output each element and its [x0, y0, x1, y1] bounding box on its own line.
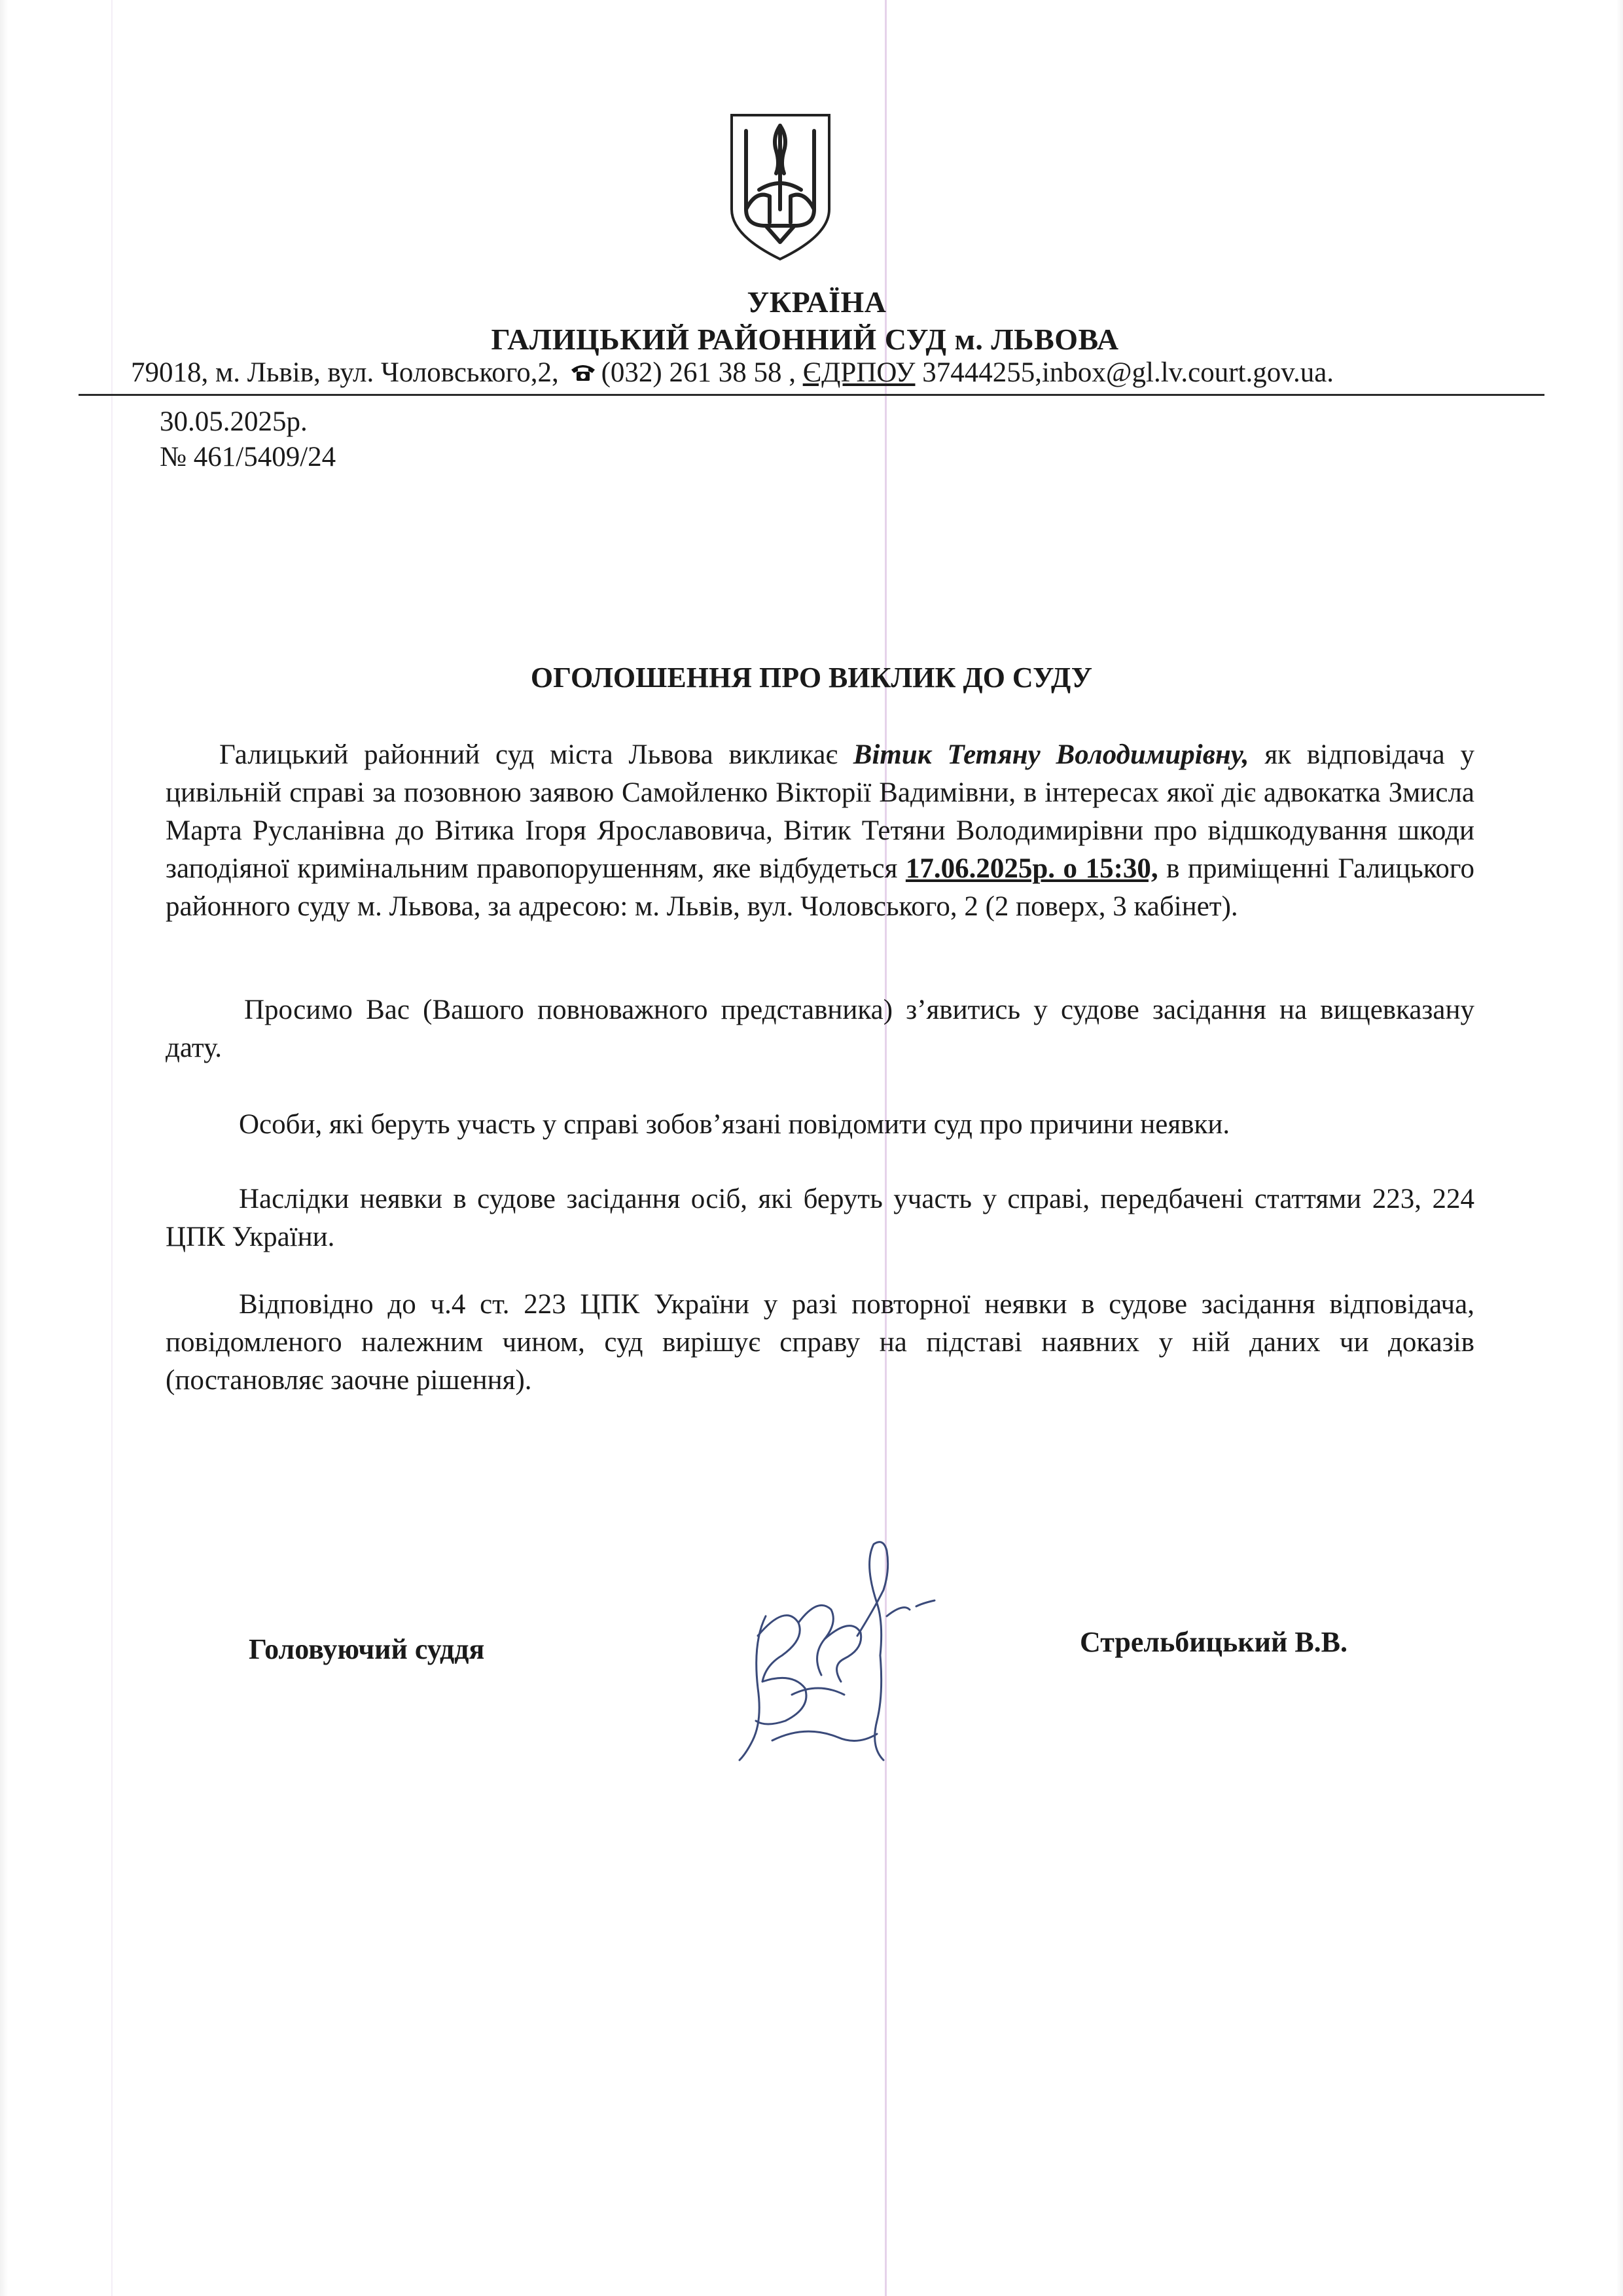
- scan-edge: [1616, 0, 1623, 2296]
- header-country: УКРАЇНА: [747, 285, 887, 319]
- judge-name: Стрельбицький В.В.: [1080, 1626, 1348, 1658]
- edrpou-label: ЄДРПОУ: [802, 357, 916, 388]
- paragraph-request: [166, 991, 1474, 1067]
- telephone-icon: [569, 362, 597, 383]
- presiding-judge-label: Головуючий суддя: [249, 1633, 485, 1665]
- header-divider: [79, 394, 1544, 396]
- hearing-datetime: 17.06.2025р. о 15:30,: [905, 853, 1158, 884]
- summons-text-start: Галицький районний суд міста Львова викликає: [219, 739, 853, 770]
- paragraph-consequences: [166, 1180, 1474, 1256]
- case-number: № 461/5409/24: [160, 442, 336, 472]
- document-date: 30.05.2025р.: [160, 406, 308, 437]
- edrpou-and-email: 37444255,inbox@gl.lv.court.gov.ua.: [915, 357, 1334, 388]
- request-text: Просимо Вас (Вашого повноважного представника) з’явитись у судове засідання на вищевказану дату.: [166, 995, 1474, 1063]
- respondent-name: Вітик Тетяну Володимирівну,: [853, 739, 1249, 770]
- consequences-text: Наслідки неявки в судове засідання осіб, які беруть участь у справі, передбачені статтями 223, 224 ЦПК України.: [166, 1184, 1474, 1252]
- paragraph-default-judgment: [166, 1286, 1474, 1400]
- handwritten-signature: [726, 1525, 949, 1773]
- trident-emblem-icon: [726, 111, 834, 262]
- paragraph-summons: [166, 736, 1474, 926]
- notify-text: Особи, які беруть участь у справі зобов’язані повідомити суд про причини неявки.: [239, 1109, 1230, 1140]
- summons-text-end: в приміщенні Галицького районного суду м. Львова, за адресою: м. Львів, вул. Чоловського, 2 (2 поверх, 3 кабінет).: [166, 853, 1474, 922]
- summons-text-middle: як відповідача у цивільній справі за позовною заявою Самойленко Вікторії Вадимівни, в інтересах якої діє адвокатка Змисла Марта Русланівна до Вітика Ігоря Ярославовича, Вітик Тетяни Володимирівни про відшкодування шкоди заподіяної кримінальним правопорушенням, яке відбудеться: [166, 739, 1474, 884]
- header-court-name: ГАЛИЦЬКИЙ РАЙОННИЙ СУД м. ЛЬВОВА: [491, 323, 1119, 356]
- court-address: 79018, м. Львів, вул. Чоловського,2,: [131, 357, 566, 388]
- default-judgment-text: Відповідно до ч.4 ст. 223 ЦПК України у разі повторної неявки в судове засідання відповідача, повідомленого належним чином, суд вирішує справу на підставі наявних у ній даних чи доказів (постановляє заочне рішення).: [166, 1289, 1474, 1396]
- document-title: ОГОЛОШЕННЯ ПРО ВИКЛИК ДО СУДУ: [530, 662, 1093, 694]
- paragraph-notify: [166, 1106, 1474, 1144]
- contact-line: [131, 357, 1518, 388]
- court-phone: (032) 261 38 58 ,: [601, 357, 803, 388]
